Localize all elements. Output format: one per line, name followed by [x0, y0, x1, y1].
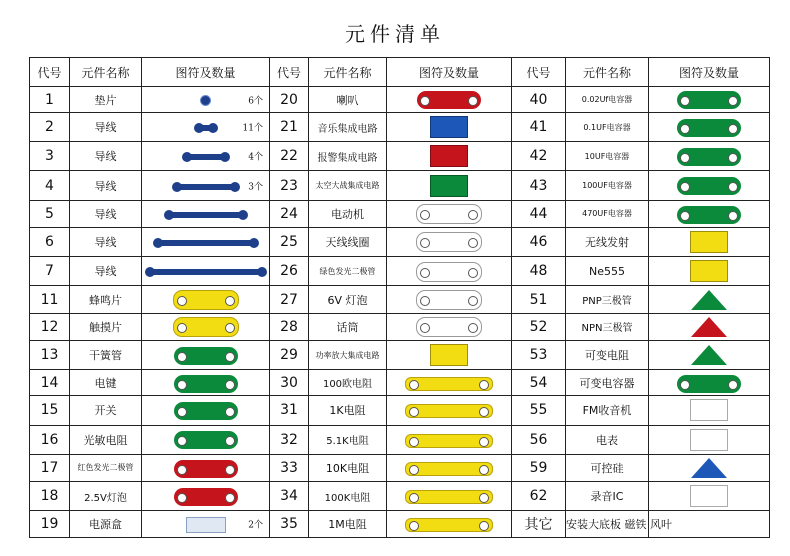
part-symbol-cell [649, 511, 770, 538]
white-board-icon [416, 204, 482, 224]
green-board-icon [174, 375, 238, 393]
resistor-icon [405, 518, 493, 532]
red-transistor-icon [691, 317, 727, 337]
white-module-icon [690, 485, 728, 507]
table-row [30, 228, 770, 257]
part-code: 22 [270, 142, 309, 171]
part-name: 报警集成电路 [309, 142, 387, 171]
part-code: 1 [30, 87, 70, 113]
part-code: 29 [270, 341, 309, 370]
part-name: 1M电阻 [309, 511, 387, 538]
part-symbol-cell [387, 87, 512, 113]
part-symbol-cell [649, 257, 770, 286]
green-transistor-icon [691, 290, 727, 310]
part-name: 安装大底板 磁铁 风叶 [566, 511, 649, 538]
part-symbol-cell [142, 370, 270, 396]
header-name: 元件名称 [566, 58, 649, 87]
table-row [30, 142, 770, 171]
table-row [30, 396, 770, 425]
part-code: 40 [512, 87, 566, 113]
table-row [30, 370, 770, 396]
wire-icon [185, 154, 227, 160]
part-name: 10K电阻 [309, 454, 387, 481]
part-code: 21 [270, 113, 309, 142]
part-code: 27 [270, 286, 309, 313]
part-name: 干簧管 [70, 341, 142, 370]
part-symbol-cell [142, 228, 270, 257]
part-name: 垫片 [70, 87, 142, 113]
white-board-icon [416, 232, 482, 252]
part-code: 43 [512, 171, 566, 200]
part-code: 62 [512, 482, 566, 511]
yellow-board-icon [173, 290, 239, 310]
part-symbol-cell [649, 171, 770, 200]
header-picture: 图符及数量 [649, 58, 770, 87]
part-name: 开关 [70, 396, 142, 425]
part-name: 导线 [70, 171, 142, 200]
blue-module-icon [430, 116, 468, 138]
header-code: 代号 [512, 58, 566, 87]
part-name: 可变电容器 [566, 370, 649, 396]
part-code: 54 [512, 370, 566, 396]
part-name: 光敏电阻 [70, 425, 142, 454]
red-board-icon [174, 488, 238, 506]
part-code: 20 [270, 87, 309, 113]
part-name: 音乐集成电路 [309, 113, 387, 142]
part-code: 6 [30, 228, 70, 257]
part-count: 4个 [248, 152, 263, 163]
part-code: 31 [270, 396, 309, 425]
table-row [30, 200, 770, 227]
part-symbol-cell [387, 425, 512, 454]
green-board-icon [174, 347, 238, 365]
part-symbol-cell [142, 341, 270, 370]
green-board-icon [174, 402, 238, 420]
part-name: 100K电阻 [309, 482, 387, 511]
part-name: 太空大战集成电路 [309, 171, 387, 200]
table-row [30, 341, 770, 370]
part-code: 2 [30, 113, 70, 142]
part-name: 导线 [70, 257, 142, 286]
resistor-icon [405, 377, 493, 391]
part-name: 电表 [566, 425, 649, 454]
part-count: 2个 [248, 520, 263, 531]
header-name: 元件名称 [70, 58, 142, 87]
yellow-module-icon [690, 231, 728, 253]
part-code: 59 [512, 454, 566, 481]
part-symbol-cell [142, 313, 270, 340]
part-name: 导线 [70, 142, 142, 171]
table-row [30, 87, 770, 113]
part-name: 电源盒 [70, 511, 142, 538]
table-row [30, 257, 770, 286]
wire-icon [156, 240, 256, 246]
part-symbol-cell [387, 511, 512, 538]
part-name: 绿色发光二极管 [309, 257, 387, 286]
green-module-icon [430, 175, 468, 197]
part-name: Ne555 [566, 257, 649, 286]
part-symbol-cell [142, 257, 270, 286]
part-symbol-cell [387, 257, 512, 286]
header-code: 代号 [270, 58, 309, 87]
part-symbol-cell [142, 286, 270, 313]
part-symbol-cell [142, 482, 270, 511]
part-code: 30 [270, 370, 309, 396]
header-row [30, 58, 770, 87]
part-symbol-cell [387, 113, 512, 142]
part-name: 100UF电容器 [566, 171, 649, 200]
green-board-icon [174, 431, 238, 449]
part-name: 10UF电容器 [566, 142, 649, 171]
white-board-icon [416, 262, 482, 282]
part-symbol-cell [387, 313, 512, 340]
part-code: 5 [30, 200, 70, 227]
part-symbol-cell [649, 454, 770, 481]
part-code: 19 [30, 511, 70, 538]
part-code: 18 [30, 482, 70, 511]
part-symbol-cell [649, 142, 770, 171]
part-code: 33 [270, 454, 309, 481]
part-code: 15 [30, 396, 70, 425]
part-code: 25 [270, 228, 309, 257]
part-symbol-cell [649, 228, 770, 257]
part-symbol-cell [649, 313, 770, 340]
part-code: 48 [512, 257, 566, 286]
wire-icon [197, 125, 215, 131]
part-name: 可控硅 [566, 454, 649, 481]
part-name: 触摸片 [70, 313, 142, 340]
part-symbol-cell [142, 454, 270, 481]
part-code: 51 [512, 286, 566, 313]
green-board-icon [677, 375, 741, 393]
red-board-icon [417, 91, 481, 109]
part-symbol-cell [142, 200, 270, 227]
white-board-icon [416, 317, 482, 337]
part-name: 蜂鸣片 [70, 286, 142, 313]
part-code: 52 [512, 313, 566, 340]
part-code: 53 [512, 341, 566, 370]
part-symbol-cell [142, 396, 270, 425]
wire-icon [148, 269, 264, 275]
part-code: 44 [512, 200, 566, 227]
page-title: 元件清单 [345, 22, 445, 46]
part-code: 13 [30, 341, 70, 370]
part-name: 红色发光二极管 [70, 454, 142, 481]
red-module-icon [430, 145, 468, 167]
part-name: 导线 [70, 113, 142, 142]
part-name: 5.1K电阻 [309, 425, 387, 454]
washer-icon [200, 95, 211, 106]
white-module-icon [690, 429, 728, 451]
part-symbol-cell [387, 200, 512, 227]
part-symbol-cell [387, 454, 512, 481]
part-symbol-cell [142, 113, 270, 142]
parts-table [29, 57, 770, 538]
part-code: 11 [30, 286, 70, 313]
table-row [30, 511, 770, 538]
part-symbol-cell [387, 142, 512, 171]
part-name: FM收音机 [566, 396, 649, 425]
part-code: 12 [30, 313, 70, 340]
part-symbol-cell [387, 341, 512, 370]
part-code: 46 [512, 228, 566, 257]
part-symbol-cell [142, 142, 270, 171]
part-symbol-cell [649, 482, 770, 511]
part-symbol-cell [649, 370, 770, 396]
green-board-icon [677, 148, 741, 166]
part-symbol-cell [387, 286, 512, 313]
part-code: 32 [270, 425, 309, 454]
wire-icon [175, 184, 237, 190]
part-code: 16 [30, 425, 70, 454]
table-row [30, 425, 770, 454]
resistor-icon [405, 404, 493, 418]
part-symbol-cell [387, 228, 512, 257]
part-code: 42 [512, 142, 566, 171]
part-symbol-cell [142, 87, 270, 113]
part-name: 0.02Uf电容器 [566, 87, 649, 113]
part-name: 导线 [70, 200, 142, 227]
yellow-module-icon [690, 260, 728, 282]
resistor-icon [405, 490, 493, 504]
wire-icon [167, 212, 245, 218]
part-code: 34 [270, 482, 309, 511]
green-transistor-icon [691, 345, 727, 365]
green-board-icon [677, 119, 741, 137]
part-name: 470UF电容器 [566, 200, 649, 227]
blue-transistor-icon [691, 458, 727, 478]
part-symbol-cell [649, 341, 770, 370]
part-code: 24 [270, 200, 309, 227]
part-code: 23 [270, 171, 309, 200]
resistor-icon [405, 434, 493, 448]
part-symbol-cell [387, 482, 512, 511]
part-code: 14 [30, 370, 70, 396]
part-symbol-cell [142, 171, 270, 200]
part-symbol-cell [387, 396, 512, 425]
part-name: 喇叭 [309, 87, 387, 113]
part-symbol-cell [649, 113, 770, 142]
part-code: 3 [30, 142, 70, 171]
header-code: 代号 [30, 58, 70, 87]
part-name: 无线发射 [566, 228, 649, 257]
part-count: 11个 [242, 123, 263, 134]
part-name: 电键 [70, 370, 142, 396]
part-symbol-cell [649, 396, 770, 425]
part-symbol-cell [649, 286, 770, 313]
part-symbol-cell [142, 425, 270, 454]
header-name: 元件名称 [309, 58, 387, 87]
part-name: 0.1UF电容器 [566, 113, 649, 142]
part-code: 17 [30, 454, 70, 481]
part-count: 6个 [248, 96, 263, 107]
part-symbol-cell [387, 171, 512, 200]
part-symbol-cell [649, 200, 770, 227]
green-board-icon [677, 177, 741, 195]
yellow-board-icon [173, 317, 239, 337]
part-name: 导线 [70, 228, 142, 257]
part-symbol-cell [649, 87, 770, 113]
part-name: 可变电阻 [566, 341, 649, 370]
battery-box-icon [186, 517, 226, 533]
part-name: 2.5V灯泡 [70, 482, 142, 511]
part-name: 1K电阻 [309, 396, 387, 425]
part-name: 6V 灯泡 [309, 286, 387, 313]
table-row [30, 286, 770, 313]
part-name: 电动机 [309, 200, 387, 227]
part-code: 56 [512, 425, 566, 454]
header-picture: 图符及数量 [387, 58, 512, 87]
table-row [30, 313, 770, 340]
part-code: 4 [30, 171, 70, 200]
part-name: 功率放大集成电路 [309, 341, 387, 370]
part-code: 其它 [512, 511, 566, 538]
part-code: 28 [270, 313, 309, 340]
part-code: 7 [30, 257, 70, 286]
red-board-icon [174, 460, 238, 478]
part-symbol-cell [649, 425, 770, 454]
white-board-icon [416, 290, 482, 310]
part-name: PNP三极管 [566, 286, 649, 313]
green-board-icon [677, 91, 741, 109]
white-module-icon [690, 399, 728, 421]
part-code: 55 [512, 396, 566, 425]
part-count: 3个 [248, 182, 263, 193]
part-name: 录音IC [566, 482, 649, 511]
part-name: 100欧电阻 [309, 370, 387, 396]
table-row [30, 482, 770, 511]
table-row [30, 454, 770, 481]
part-name: 天线线圈 [309, 228, 387, 257]
part-code: 35 [270, 511, 309, 538]
part-code: 26 [270, 257, 309, 286]
resistor-icon [405, 462, 493, 476]
part-symbol-cell [387, 370, 512, 396]
table-row [30, 113, 770, 142]
part-name: 话筒 [309, 313, 387, 340]
part-symbol-cell [142, 511, 270, 538]
green-board-icon [677, 206, 741, 224]
part-code: 41 [512, 113, 566, 142]
header-picture: 图符及数量 [142, 58, 270, 87]
yellow-module-icon [430, 344, 468, 366]
part-name: NPN三极管 [566, 313, 649, 340]
table-row [30, 171, 770, 200]
